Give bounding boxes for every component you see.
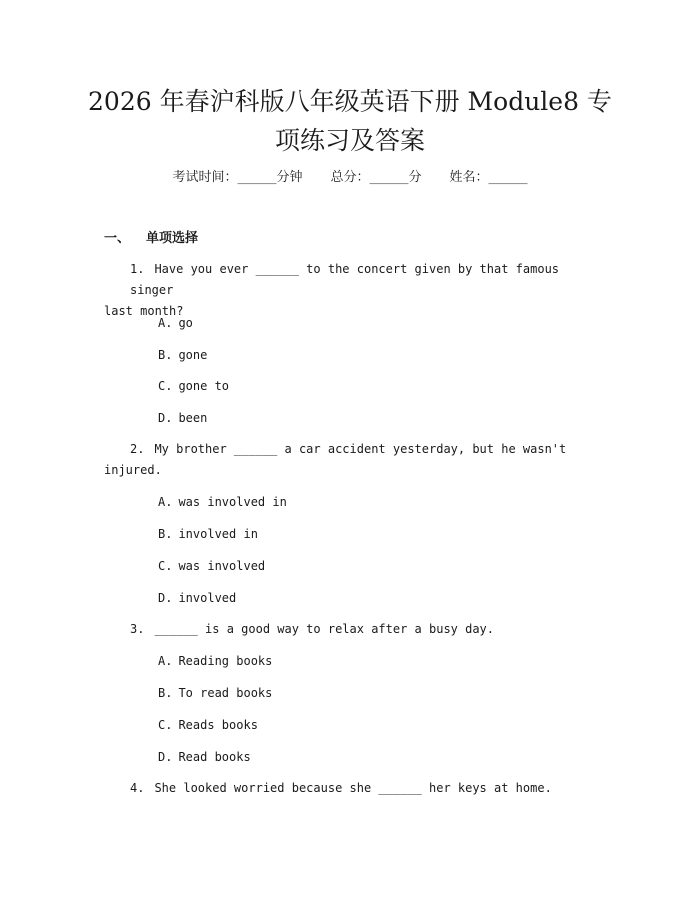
exam-time: 考试时间：______分钟 [172,170,303,185]
section-title: 单项选择 [146,231,199,246]
option-3b[interactable]: B. To read books [158,686,273,700]
exam-score: 总分：______分 [330,170,422,185]
option-1a[interactable]: A. go [158,316,193,330]
section-heading [104,229,198,249]
question-3 [104,619,594,640]
question-text-continued: last month? [104,304,184,318]
option-1d[interactable]: D. been [158,411,208,425]
question-number: 1. [130,262,145,276]
exam-meta [0,168,700,188]
exam-name: 姓名：______ [449,170,528,185]
section-number: 一、 [104,231,131,246]
option-3c[interactable]: C. Reads books [158,718,258,732]
question-number: 2. [130,442,145,456]
question-text: ______ is a good way to relax after a busy day. [154,622,495,636]
title-line-2: 项练习及答案 [274,126,425,155]
title-line-1: 2026 年春沪科版八年级英语下册 Module8 专 [88,87,612,116]
question-text: Have you ever ______ to the concert given by that famous singer [130,262,560,297]
question-2 [104,439,594,481]
question-number: 4. [130,781,145,795]
question-text: She looked worried because she ______ her keys at home. [154,781,552,795]
option-1b[interactable]: B. gone [158,348,208,362]
option-3a[interactable]: A. Reading books [158,654,273,668]
option-2a[interactable]: A. was involved in [158,495,287,509]
option-2d[interactable]: D. involved [158,591,237,605]
option-2b[interactable]: B. involved in [158,527,258,541]
question-text-continued: injured. [104,463,162,477]
question-number: 3. [130,622,145,636]
option-2c[interactable]: C. was involved [158,559,266,573]
option-1c[interactable]: C. gone to [158,379,230,393]
option-3d[interactable]: D. Read books [158,750,251,764]
document-title [60,82,640,160]
question-text: My brother ______ a car accident yesterday, but he wasn't [154,442,567,456]
question-4 [104,778,594,799]
